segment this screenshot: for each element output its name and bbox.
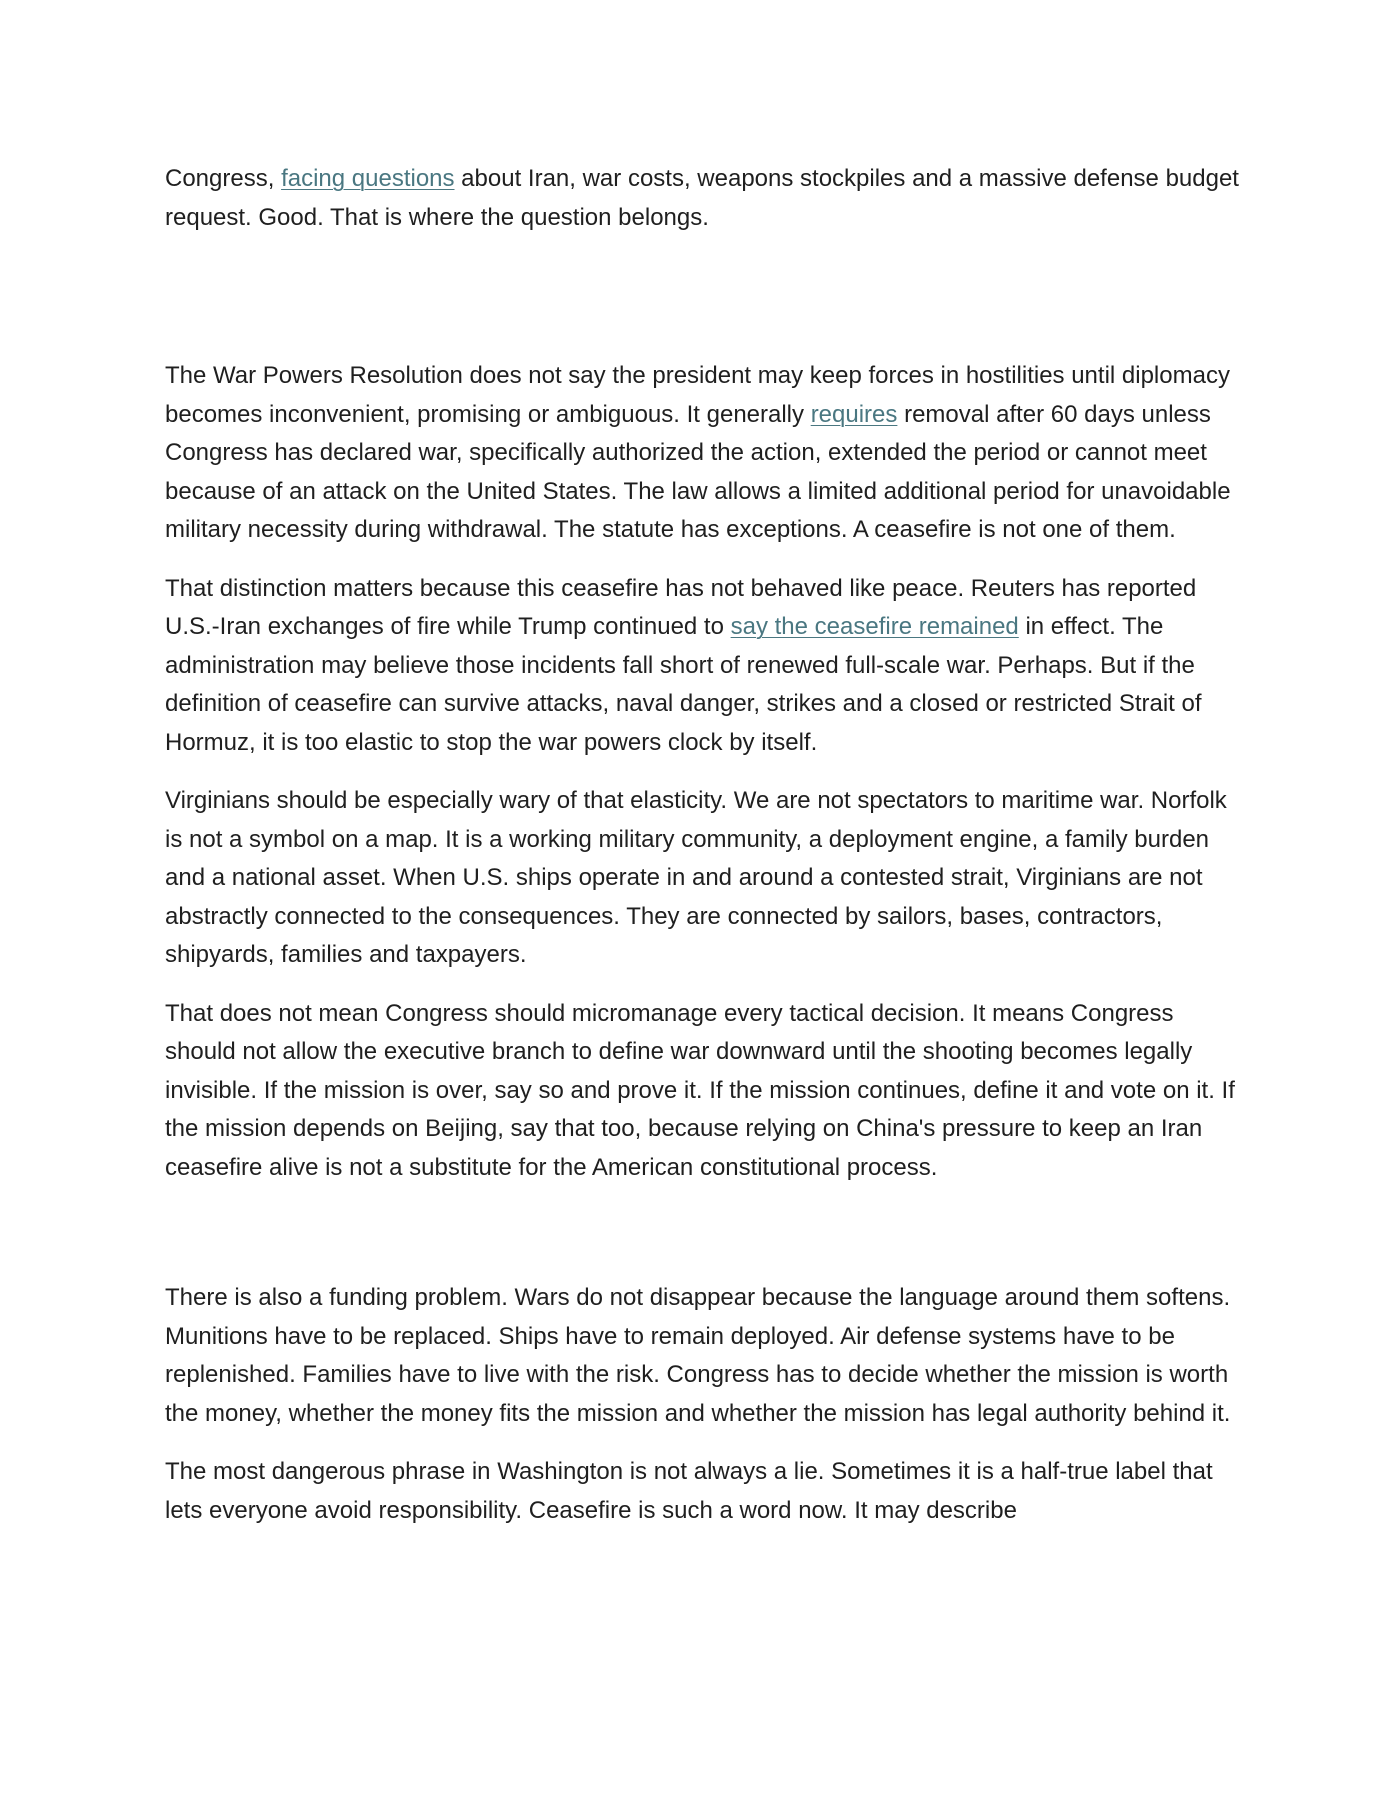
paragraph-micromanage: That does not mean Congress should micromanage every tactical decision. It means Congress should not allow the executive branch to define war downward until the shooting becomes legally invisible. If the mission is over, say so and prove it. If the mission continues, define it and vote on it. If the mission depends on Beijing, say that too, because relying on China's pressure to keep an Iran ceasefire alive is not a substitute for the American constitutional process. xyxy=(165,999,1235,1181)
article-body xyxy=(165,160,1245,1550)
paragraph-ceasefire-distinction xyxy=(165,570,1245,763)
facing-questions-link[interactable]: facing questions xyxy=(281,165,455,192)
paragraph-war-powers xyxy=(165,357,1245,550)
paragraph-funding: There is also a funding problem. Wars do not disappear because the language around them softens. Munitions have to be replaced. Ships have to remain deployed. Air defense systems have to be replenished. Families have to live with the risk. Congress has to decide whether the mission is worth the money, whether the money fits the mission and whether the mission has legal authority behind it. xyxy=(165,1284,1231,1427)
paragraph-gap xyxy=(165,1207,1245,1279)
paragraph-text: That distinction matters because this ceasefire has not behaved like peace. Reuters has reported U.S.-Iran exchanges of fire while Trump continued to xyxy=(165,574,1203,640)
paragraph-text: Congress, xyxy=(165,165,282,192)
ceasefire-remained-link[interactable]: say the ceasefire remained xyxy=(730,613,1019,640)
paragraph-text: The War Powers Resolution does not say the president may keep forces in hostilities until diplomacy becomes inconvenient, promising or ambiguous. It generally xyxy=(165,362,1237,428)
paragraph-text: about Iran, war costs, weapons stockpiles and a massive defense budget request. Good. That is where the question belongs. xyxy=(165,165,1246,231)
paragraph-congress-questions xyxy=(165,160,1245,237)
requires-link[interactable]: requires xyxy=(810,400,898,428)
paragraph-gap xyxy=(165,257,1245,357)
paragraph-text: removal after 60 days unless Congress has declared war, specifically authorized the action, extended the period or cannot meet because of an attack on the United States. The law allows a limited additional period for unavoidable military necessity during withdrawal. The statute has exceptions. A ceasefire is not one of them. xyxy=(165,400,1238,543)
paragraph-dangerous-phrase: The most dangerous phrase in Washington is not always a lie. Sometimes it is a half-true label that lets everyone avoid responsibility. Ceasefire is such a word now. It may describe xyxy=(165,1458,1213,1524)
paragraph-text: in effect. The administration may believe those incidents fall short of renewed full-scale war. Perhaps. But if the definition of ceasefire can survive attacks, naval danger, strikes and a closed or restricted Strait of Hormuz, it is too elastic to stop the war powers clock by itself. xyxy=(165,613,1209,756)
paragraph-virginians: Virginians should be especially wary of that elasticity. We are not spectators to maritime war. Norfolk is not a symbol on a map. It is a working military community, a deployment engine, a family burden and a national asset. When U.S. ships operate in and around a contested strait, Virginians are not abstractly connected to the consequences. They are connected by sailors, bases, contractors, shipyards, families and taxpayers. xyxy=(165,787,1227,968)
